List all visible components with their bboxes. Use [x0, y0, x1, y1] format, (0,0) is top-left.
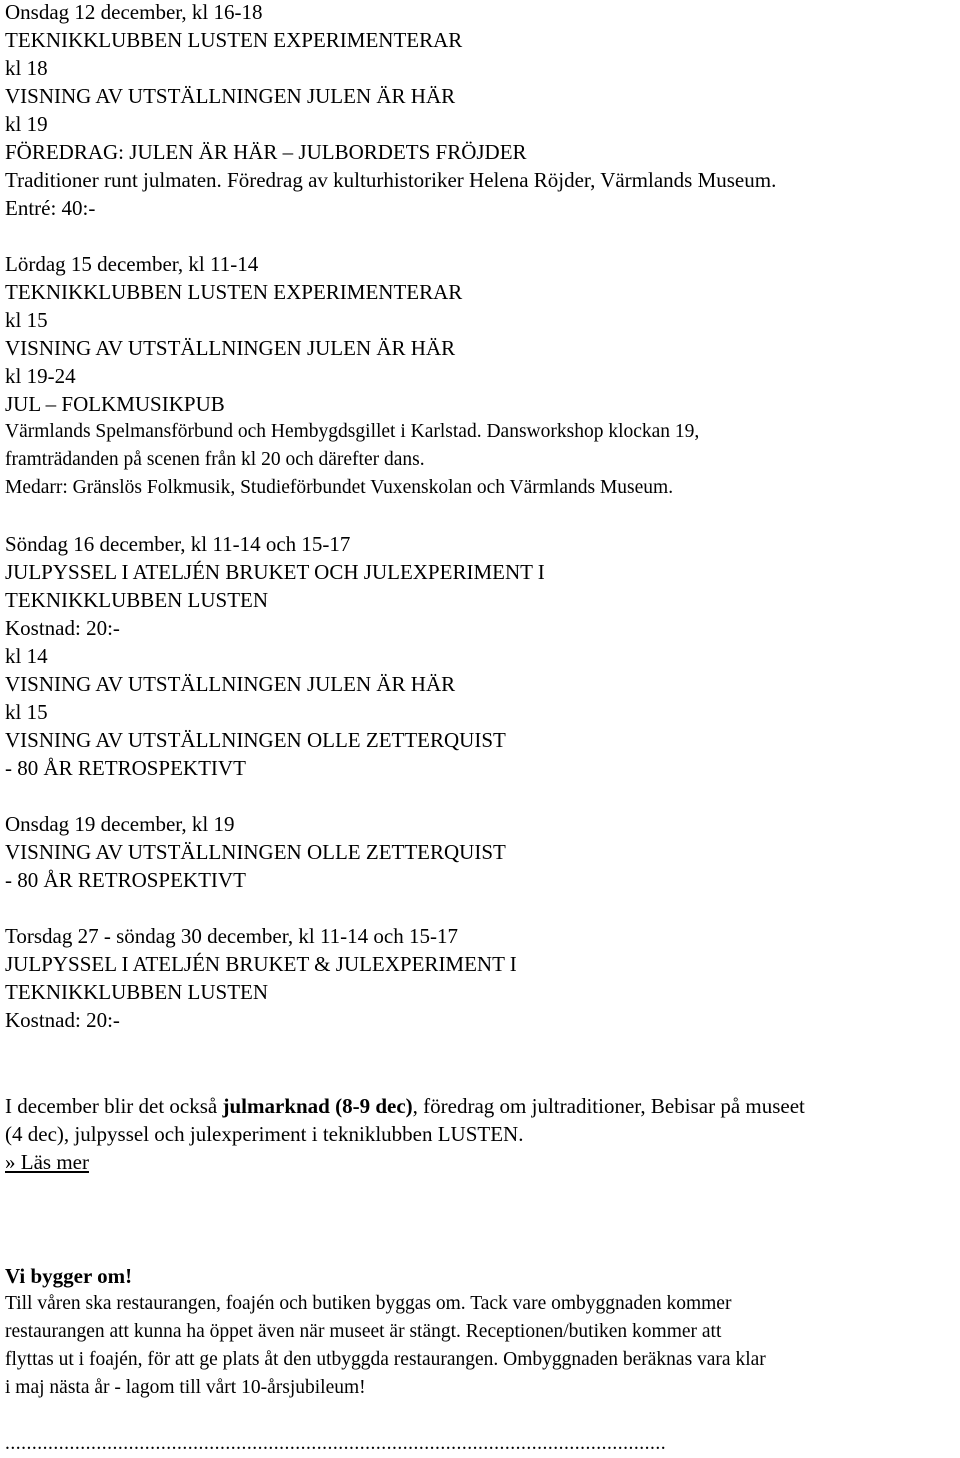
event-title: TEKNIKKLUBBEN LUSTEN EXPERIMENTERAR [5, 28, 463, 52]
event-title: VISNING AV UTSTÄLLNINGEN JULEN ÄR HÄR [5, 336, 456, 360]
event-description: Traditioner runt julmaten. Föredrag av kulturhistoriker Helena Röjder, Värmlands Museum. [5, 168, 777, 192]
event-time: kl 18 [5, 56, 48, 80]
rebuild-text: flyttas ut i foajén, för att ge plats åt den utbyggda restaurangen. Ombyggnaden beräknas vara klar [5, 1349, 766, 1370]
event-date-sat15: Lördag 15 december, kl 11-14 [5, 252, 259, 276]
event-title: - 80 ÅR RETROSPEKTIVT [5, 868, 246, 892]
event-title: FÖREDRAG: JULEN ÄR HÄR – JULBORDETS FRÖJDER [5, 140, 527, 164]
event-fee: Entré: 40:- [5, 196, 96, 220]
rebuild-text: i maj nästa år - lagom till vårt 10-årsjubileum! [5, 1377, 366, 1398]
event-date-wed12: Onsdag 12 december, kl 16-18 [5, 0, 263, 24]
event-time: kl 15 [5, 308, 48, 332]
rebuild-text: Till våren ska restaurangen, foajén och butiken byggas om. Tack vare ombyggnaden kommer [5, 1293, 732, 1314]
event-title: - 80 ÅR RETROSPEKTIVT [5, 756, 246, 780]
julmarknad-highlight: julmarknad (8-9 dec) [222, 1094, 413, 1118]
event-time: kl 15 [5, 700, 48, 724]
december-paragraph-line2: (4 dec), julpyssel och julexperiment i tekniklubben LUSTEN. [5, 1122, 524, 1146]
event-title: VISNING AV UTSTÄLLNINGEN OLLE ZETTERQUIST [5, 840, 506, 864]
december-text: I december blir det också [5, 1094, 223, 1118]
event-title: TEKNIKKLUBBEN LUSTEN EXPERIMENTERAR [5, 280, 463, 304]
event-time: kl 19-24 [5, 364, 76, 388]
event-description: Värmlands Spelmansförbund och Hembygdsgillet i Karlstad. Dansworkshop klockan 19, [5, 421, 700, 442]
event-title: JUL – FOLKMUSIKPUB [5, 392, 225, 416]
event-description: framträdanden på scenen från kl 20 och därefter dans. [5, 449, 425, 470]
event-date-thu27: Torsdag 27 - söndag 30 december, kl 11-14 och 15-17 [5, 924, 458, 948]
december-text: , föredrag om jultraditioner, Bebisar på museet [412, 1094, 805, 1118]
event-cost: Kostnad: 20:- [5, 1008, 120, 1032]
event-date-wed19: Onsdag 19 december, kl 19 [5, 812, 235, 836]
event-time: kl 19 [5, 112, 48, 136]
event-cost: Kostnad: 20:- [5, 616, 120, 640]
event-title: TEKNIKKLUBBEN LUSTEN [5, 980, 269, 1004]
event-organizers: Medarr: Gränslös Folkmusik, Studieförbundet Vuxenskolan och Värmlands Museum. [5, 477, 674, 498]
event-title: JULPYSSEL I ATELJÉN BRUKET & JULEXPERIMENT I [5, 952, 517, 976]
event-time: kl 14 [5, 644, 48, 668]
event-title: TEKNIKKLUBBEN LUSTEN [5, 588, 269, 612]
dotted-separator: ........................................................................................................................... [5, 1433, 667, 1454]
event-title: VISNING AV UTSTÄLLNINGEN JULEN ÄR HÄR [5, 84, 456, 108]
event-date-sun16: Söndag 16 december, kl 11-14 och 15-17 [5, 532, 351, 556]
event-title: JULPYSSEL I ATELJÉN BRUKET OCH JULEXPERIMENT I [5, 560, 545, 584]
read-more-link[interactable]: » Läs mer [5, 1150, 89, 1174]
rebuild-heading: Vi bygger om! [5, 1264, 133, 1288]
december-paragraph [5, 1092, 805, 1120]
event-title: VISNING AV UTSTÄLLNINGEN OLLE ZETTERQUIST [5, 728, 506, 752]
event-title: VISNING AV UTSTÄLLNINGEN JULEN ÄR HÄR [5, 672, 456, 696]
rebuild-text: restaurangen att kunna ha öppet även när museet är stängt. Receptionen/butiken kommer att [5, 1321, 722, 1342]
